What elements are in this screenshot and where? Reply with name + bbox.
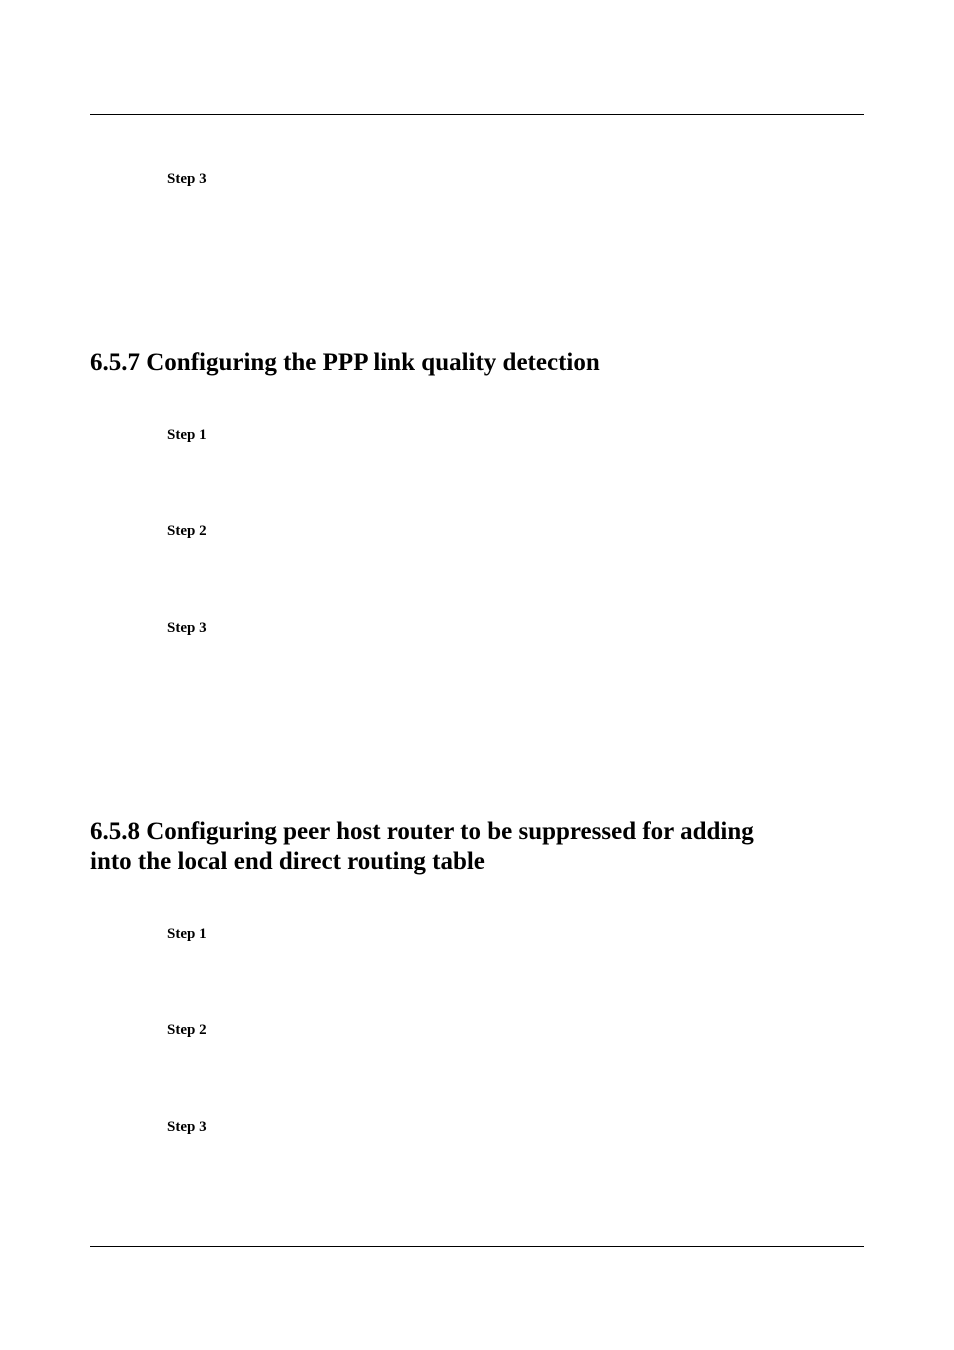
section-heading-6-5-8 [90,817,850,877]
step-label: Step 1 [167,926,207,942]
footer-rule [90,1246,864,1247]
step-label: Step 2 [167,523,207,539]
header-rule [90,114,864,115]
step-label: Step 1 [167,427,207,443]
step-label: Step 3 [167,1119,207,1135]
step-label: Step 2 [167,1022,207,1038]
section-heading-6-5-7: 6.5.7 Configuring the PPP link quality detection [90,349,600,376]
step-label: Step 3 [167,171,207,187]
section-heading-line-1: 6.5.8 Configuring peer host router to be suppressed for adding [90,818,754,845]
step-label: Step 3 [167,620,207,636]
section-heading-line-2: into the local end direct routing table [90,848,485,875]
